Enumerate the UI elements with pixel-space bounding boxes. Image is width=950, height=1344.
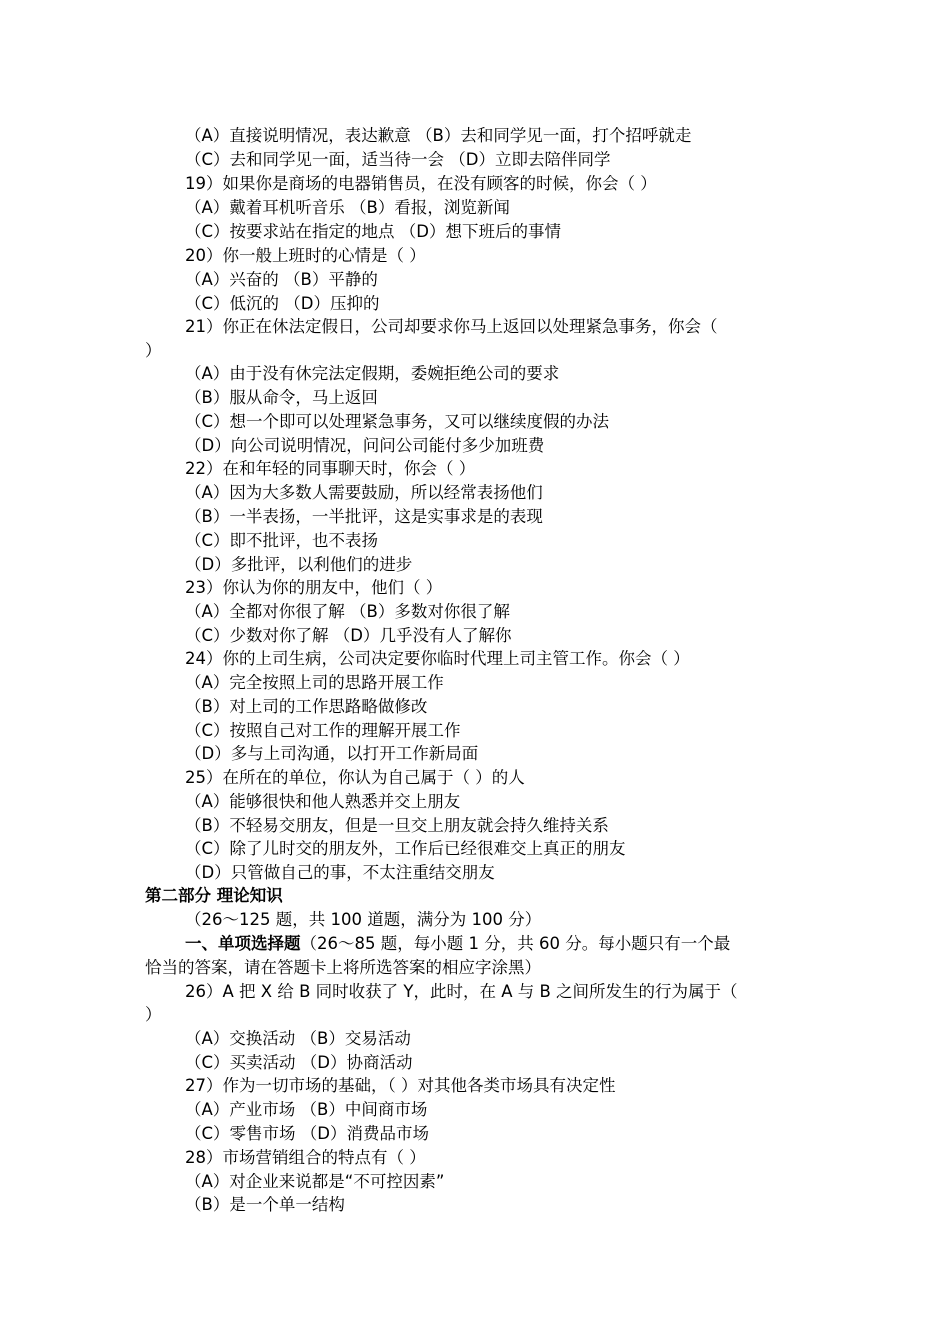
text-line: （C）想一个即可以处理紧急事务，又可以继续度假的办法 xyxy=(185,412,610,431)
question-line: 22）在和年轻的同事聊天时，你会（ ） xyxy=(185,459,476,478)
text-line: （D）多与上司沟通，以打开工作新局面 xyxy=(185,744,479,763)
text-line: （A）因为大多数人需要鼓励，所以经常表扬他们 xyxy=(185,483,543,502)
text-line: （A）产业市场 （B）中间商市场 xyxy=(185,1100,428,1119)
text-line: ） xyxy=(145,1005,162,1024)
question-line: 26）A 把 X 给 B 同时收获了 Y，此时，在 A 与 B 之间所发生的行为属于（ xyxy=(185,982,738,1001)
text-line: （B）是一个单一结构 xyxy=(185,1195,345,1214)
text-line: （A）对企业来说都是“不可控因素” xyxy=(185,1172,445,1191)
subsection-note: （26～85 题，每小题 1 分，共 60 分。每小题只有一个最 xyxy=(300,934,731,953)
subsection-line xyxy=(0,932,950,956)
text-line: （D）多批评，以利他们的进步 xyxy=(185,555,413,574)
text-line: （A）戴着耳机听音乐 （B）看报，浏览新闻 xyxy=(185,198,510,217)
question-line: 27）作为一切市场的基础，（ ）对其他各类市场具有决定性 xyxy=(185,1076,616,1095)
question-line: 28）市场营销组合的特点有（ ） xyxy=(185,1148,426,1167)
question-line: 19）如果你是商场的电器销售员，在没有顾客的时候，你会（ ） xyxy=(185,174,657,193)
text-line: （A）交换活动 （B）交易活动 xyxy=(185,1029,411,1048)
text-line: （C）按要求站在指定的地点 （D）想下班后的事情 xyxy=(185,222,561,241)
text-line: 恰当的答案，请在答题卡上将所选答案的相应字涂黑） xyxy=(145,958,541,977)
text-line: （C）按照自己对工作的理解开展工作 xyxy=(185,721,461,740)
text-line: （D）向公司说明情况，问问公司能付多少加班费 xyxy=(185,436,545,455)
text-line: （A）直接说明情况，表达歉意 （B）去和同学见一面，打个招呼就走 xyxy=(185,126,692,145)
question-line: 23）你认为你的朋友中，他们（ ） xyxy=(185,578,443,597)
text-line: （A）由于没有休完法定假期，委婉拒绝公司的要求 xyxy=(185,364,560,383)
question-line: 24）你的上司生病，公司决定要你临时代理上司主管工作。你会（ ） xyxy=(185,649,690,668)
text-line: （C）即不批评，也不表扬 xyxy=(185,531,379,550)
text-line: （A）能够很快和他人熟悉并交上朋友 xyxy=(185,792,461,811)
text-line: （C）低沉的 （D）压抑的 xyxy=(185,294,380,313)
text-line: （B）一半表扬，一半批评，这是实事求是的表现 xyxy=(185,507,543,526)
question-line: 25）在所在的单位，你认为自己属于（ ）的人 xyxy=(185,768,525,787)
section-heading: 第二部分 理论知识 xyxy=(145,886,283,905)
text-line: （C）买卖活动 （D）协商活动 xyxy=(185,1053,413,1072)
text-line: （C）除了儿时交的朋友外，工作后已经很难交上真正的朋友 xyxy=(185,839,626,858)
text-line: （B）不轻易交朋友，但是一旦交上朋友就会持久维持关系 xyxy=(185,816,609,835)
text-line: （C）去和同学见一面，适当待一会 （D）立即去陪伴同学 xyxy=(185,150,611,169)
text-line: （B）服从命令，马上返回 xyxy=(185,388,378,407)
text-line: （B）对上司的工作思路略做修改 xyxy=(185,697,428,716)
question-line: 21）你正在休法定假日，公司却要求你马上返回以处理紧急事务，你会（ xyxy=(185,317,718,336)
question-line: 20）你一般上班时的心情是（ ） xyxy=(185,246,426,265)
text-line: （D）只管做自己的事，不太注重结交朋友 xyxy=(185,863,495,882)
text-line: ） xyxy=(145,341,162,360)
text-line: （A）兴奋的 （B）平静的 xyxy=(185,270,378,289)
text-line: （A）完全按照上司的思路开展工作 xyxy=(185,673,444,692)
text-line: （C）零售市场 （D）消费品市场 xyxy=(185,1124,429,1143)
text-line: （C）少数对你了解 （D）几乎没有人了解你 xyxy=(185,626,512,645)
section-note: （26～125 题，共 100 道题，满分为 100 分） xyxy=(185,910,542,929)
subsection-heading: 一、单项选择题 xyxy=(185,934,301,953)
text-line: （A）全都对你很了解 （B）多数对你很了解 xyxy=(185,602,510,621)
